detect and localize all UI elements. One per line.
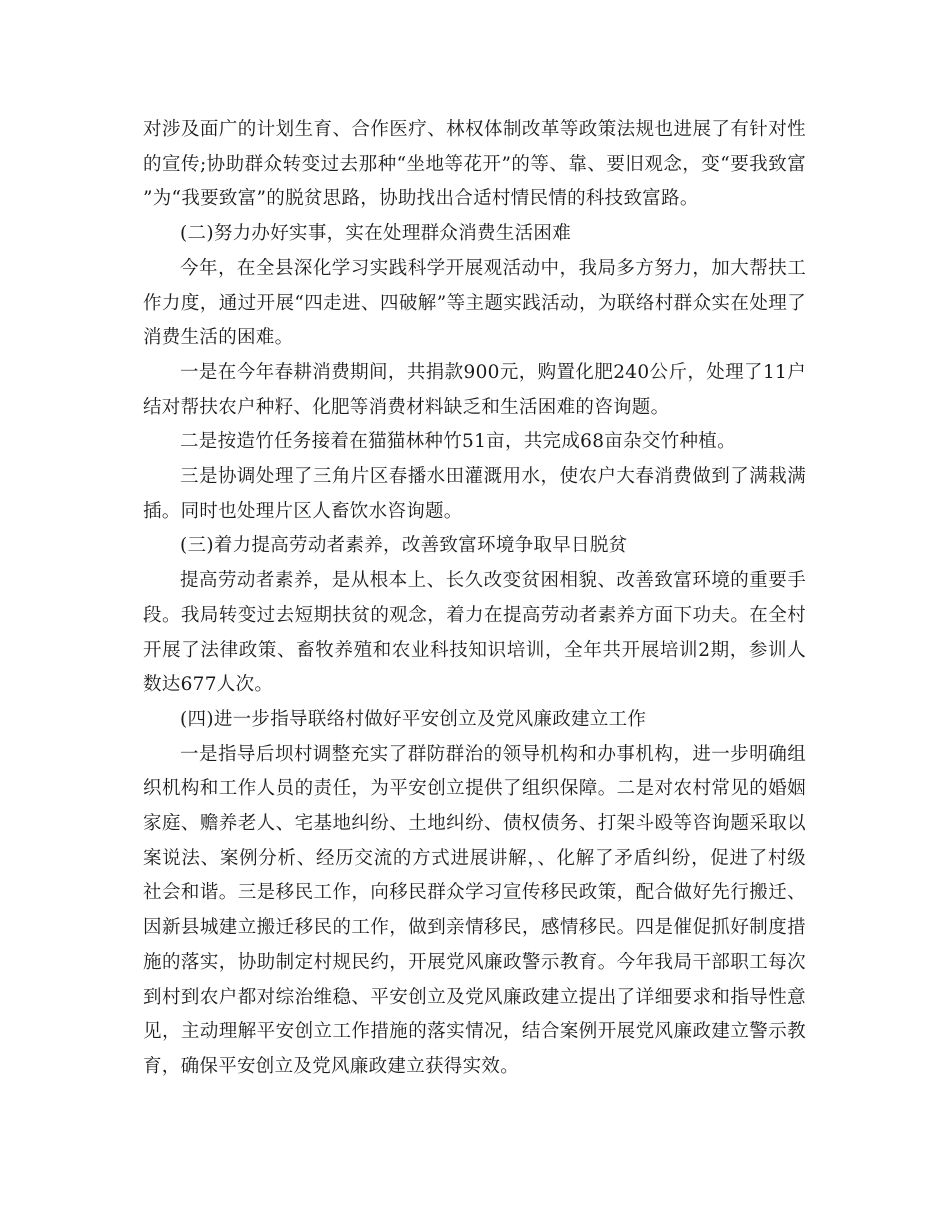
paragraph-intro-continued: 对涉及面广的计划生育、合作医疗、林权体制改革等政策法规也进展了有针对性的宣传;协助群众转变过去那种“坐地等花开”的等、靠、要旧观念，变“要我致富”为“我要致富”的脱贫思路，协助找出合适村情民情的科技致富路。 bbox=[143, 119, 806, 210]
paragraph: 提高劳动者素养，是从根本上、长久改变贫困相貌、改善致富环境的重要手段。我局转变过去短期扶贫的观念，着力在提高劳动者素养方面下功夫。在全村开展了法律政策、畜牧养殖和农业科技知识培训，全年共开展培训2期，参训人数达677人次。 bbox=[143, 570, 806, 696]
paragraph: 三是协调处理了三角片区春播水田灌溉用水，使农户大春消费做到了满栽满插。同时也处理片区人畜饮水咨询题。 bbox=[143, 466, 806, 522]
section-heading-3: (三)着力提高劳动者素养，改善致富环境争取早日脱贫 bbox=[180, 535, 628, 557]
paragraph: 二是按造竹任务接着在猫猫林种竹51亩，共完成68亩杂交竹种植。 bbox=[180, 431, 736, 453]
section-heading-4: (四)进一步指导联络村做好平安创立及党风廉政建立工作 bbox=[180, 708, 647, 730]
paragraph: 一是在今年春耕消费期间，共捐款900元，购置化肥240公斤，处理了11户结对帮扶农户种籽、化肥等消费材料缺乏和生活困难的咨询题。 bbox=[143, 361, 806, 418]
paragraph: 今年，在全县深化学习实践科学开展观活动中，我局多方努力，加大帮扶工作力度，通过开展“四走进、四破解”等主题实践活动，为联络村群众实在处理了消费生活的困难。 bbox=[143, 257, 806, 349]
paragraph: 一是指导后坝村调整充实了群防群治的领导机构和办事机构，进一步明确组织机构和工作人员的责任，为平安创立提供了组织保障。二是对农村常见的婚姻家庭、赡养老人、宅基地纠纷、土地纠纷、债权债务、打架斗殴等咨询题采取以案说法、案例分析、经历交流的方式进展讲解，、化解了矛盾纠纷，促进了村级社会和谐。三是移民工作，向移民群众学习宣传移民政策，配合做好先行搬迁、因新县城建立搬迁移民的工作，做到亲情移民，感情移民。四是催促抓好制度措施的落实，协助制定村规民约，开展党风廉政警示教育。今年我局干部职工每次到村到农户都对综治维稳、平安创立及党风廉政建立提出了详细要求和指导性意见，主动理解平安创立工作措施的落实情况，结合案例开展党风廉政建立警示教育，确保平安创立及党风廉政建立获得实效。 bbox=[143, 743, 806, 1077]
section-heading-2: (二)努力办好实事，实在处理群众消费生活困难 bbox=[180, 223, 572, 245]
document-body bbox=[143, 113, 806, 1085]
